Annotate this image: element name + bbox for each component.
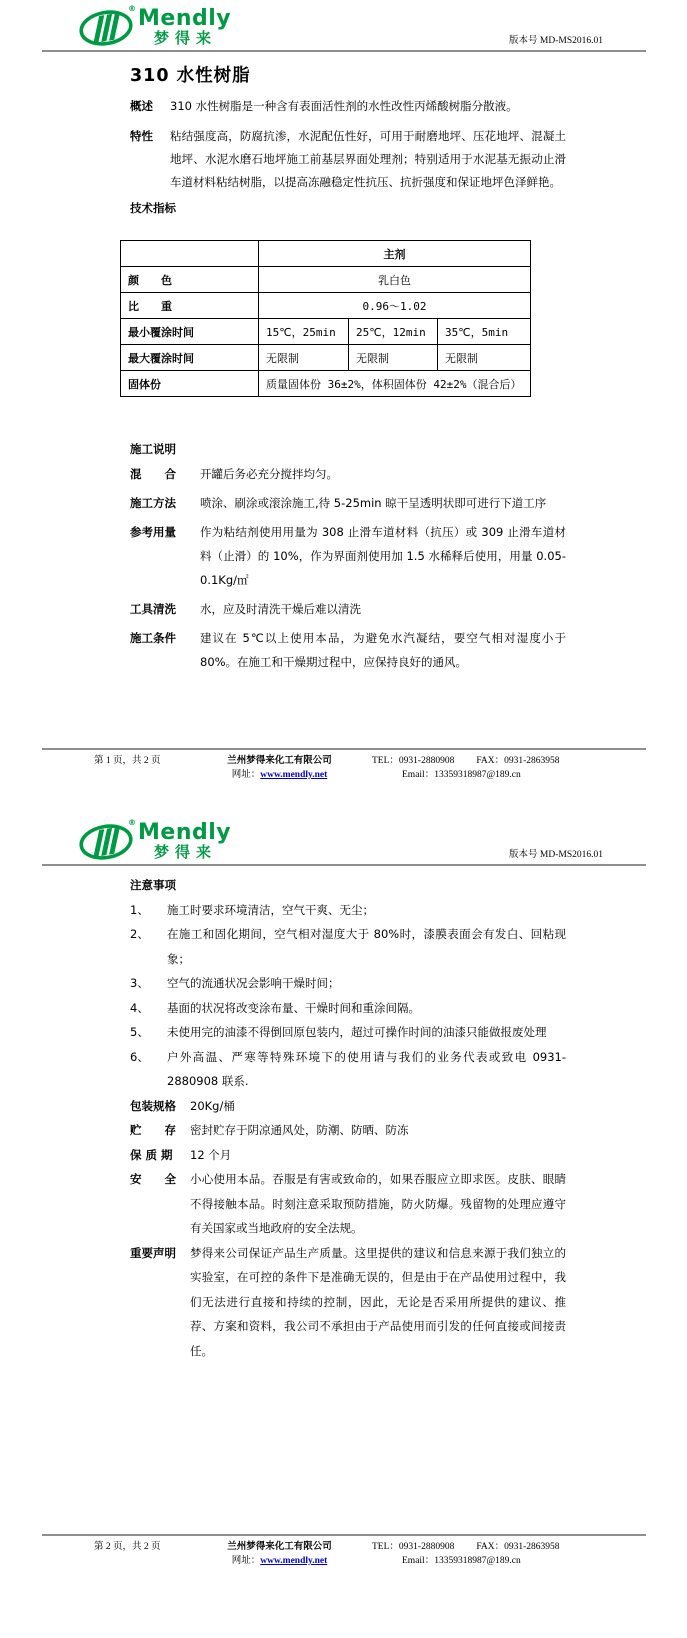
row-max-recoat-v2: 无限制 bbox=[349, 345, 438, 371]
note-number: 6、 bbox=[130, 1049, 149, 1064]
page-number: 第 2 页，共 2 页 bbox=[94, 1542, 161, 1552]
page-1 bbox=[0, 0, 687, 798]
mendly-logo bbox=[78, 820, 231, 862]
row-min-recoat-v1: 15℃，25min bbox=[259, 319, 349, 345]
note-text: 未使用完的油漆不得倒回原包装内，超过可操作时间的油漆只能做报废处理 bbox=[167, 1025, 547, 1039]
page-2 bbox=[0, 798, 687, 1638]
website-line bbox=[187, 1554, 372, 1568]
note-text: 施工时要求环境清洁，空气干爽、无尘； bbox=[167, 902, 374, 917]
version-label: 版本号 MD-MS2016.01 bbox=[509, 850, 603, 860]
row-gravity-label: 比 重 bbox=[121, 293, 259, 319]
website-label: 网址： bbox=[231, 1556, 261, 1566]
website-link[interactable]: www.mendly.net bbox=[260, 1556, 328, 1566]
note-item-4 bbox=[130, 996, 566, 1021]
shelf-life-label: 保 质 期 bbox=[130, 1147, 173, 1162]
website-link[interactable]: www.mendly.net bbox=[260, 770, 328, 780]
shelf-life-row bbox=[130, 1143, 566, 1168]
footer-company-block bbox=[187, 754, 372, 782]
tel-fax-line bbox=[372, 754, 646, 768]
construction-row-dosage bbox=[130, 520, 566, 592]
table-row bbox=[121, 345, 531, 371]
row-min-recoat-label: 最小覆涂时间 bbox=[121, 319, 259, 345]
page1-content bbox=[130, 62, 566, 674]
fax-number: FAX：0931-2863958 bbox=[476, 756, 560, 766]
brand-name-cn: 梦得来 bbox=[154, 29, 218, 47]
features-row bbox=[130, 125, 566, 194]
mixing-text: 开罐后务必充分搅拌均匀。 bbox=[200, 467, 338, 481]
website-line bbox=[187, 768, 372, 782]
disclaimer-label: 重要声明 bbox=[130, 1245, 176, 1260]
note-number: 1、 bbox=[130, 902, 149, 917]
footer-company-block bbox=[187, 1540, 372, 1568]
row-min-recoat-v2: 25℃，12min bbox=[349, 319, 438, 345]
header-rule bbox=[42, 864, 646, 866]
row-solids-label: 固体份 bbox=[121, 371, 259, 397]
footer-rule bbox=[42, 748, 646, 750]
header-rule bbox=[42, 50, 646, 52]
note-number: 5、 bbox=[130, 1025, 149, 1039]
row-gravity-value: 0.96～1.02 bbox=[259, 293, 531, 319]
mendly-logo bbox=[78, 6, 231, 48]
note-number: 4、 bbox=[130, 1000, 149, 1015]
safety-row bbox=[130, 1167, 566, 1241]
tel-number: TEL：0931-2880908 bbox=[372, 1542, 455, 1552]
brand-name: Mendly bbox=[138, 6, 232, 31]
mixing-label: 混 合 bbox=[130, 467, 176, 481]
table-row bbox=[121, 241, 531, 267]
version-label: 版本号 MD-MS2016.01 bbox=[509, 36, 603, 46]
page2-footer bbox=[42, 1534, 646, 1568]
mendly-logo-icon bbox=[78, 6, 134, 48]
row-color-value: 乳白色 bbox=[259, 267, 531, 293]
tel-number: TEL：0931-2880908 bbox=[372, 756, 455, 766]
page1-header bbox=[0, 0, 687, 50]
row-max-recoat-v3: 无限制 bbox=[438, 345, 531, 371]
storage-text: 密封贮存于阴凉通风处，防潮、防晒、防冻 bbox=[190, 1123, 409, 1137]
packaging-label: 包装规格 bbox=[130, 1098, 176, 1113]
shelf-life-text: 12 个月 bbox=[190, 1147, 232, 1162]
construction-row-mixing bbox=[130, 462, 566, 486]
note-item-2 bbox=[130, 922, 566, 971]
brand-name-cn: 梦得来 bbox=[154, 843, 218, 861]
overview-row bbox=[130, 95, 566, 118]
features-label: 特性 bbox=[130, 129, 153, 143]
footer-rule bbox=[42, 1534, 646, 1536]
row-min-recoat-v3: 35℃，5min bbox=[438, 319, 531, 345]
page1-footer bbox=[42, 748, 646, 782]
note-item-1 bbox=[130, 898, 566, 923]
email-line: Email：13359318987@189.cn bbox=[402, 770, 521, 780]
footer-body bbox=[42, 1540, 646, 1568]
page-number: 第 1 页，共 2 页 bbox=[94, 756, 161, 766]
registered-mark: ® bbox=[128, 4, 136, 13]
note-text: 户外高温、严寒等特殊环境下的使用请与我们的业务代表或致电 0931-2880908 联系. bbox=[167, 1049, 566, 1088]
row-max-recoat-label: 最大覆涂时间 bbox=[121, 345, 259, 371]
packaging-text: 20Kg/桶 bbox=[190, 1098, 235, 1113]
page2-header bbox=[0, 798, 687, 864]
fax-number: FAX：0931-2863958 bbox=[476, 1542, 560, 1552]
footer-body bbox=[42, 754, 646, 782]
features-text: 粘结强度高，防腐抗渗，水泥配伍性好，可用于耐磨地坪、压花地坪、混凝土地坪、水泥水磨石地坪施工前基层界面处理剂；特别适用于水泥基无振动止滑车道材料粘结树脂，以提高冻融稳定性抗压、抗折强度和保证地坪色泽鲜艳。 bbox=[170, 129, 566, 189]
logo-text bbox=[138, 822, 231, 860]
page-title: 310 水性树脂 bbox=[130, 66, 251, 86]
packaging-row bbox=[130, 1094, 566, 1119]
footer-contact-block bbox=[372, 1540, 646, 1568]
note-text: 空气的流通状况会影响干燥时间； bbox=[167, 976, 340, 990]
note-item-3 bbox=[130, 971, 566, 996]
overview-text: 310 水性树脂是一种含有表面活性剂的水性改性丙烯酸树脂分散液。 bbox=[170, 99, 518, 113]
disclaimer-text: 梦得来公司保证产品生产质量。这里提供的建议和信息来源于我们独立的实验室，在可控的条件下是准确无误的，但是由于在产品使用过程中，我们无法进行直接和持续的控制，因此，无论是否采用所提供的建议、推荐、方案和资料，我公司不承担由于产品使用而引发的任何直接或间接责任。 bbox=[190, 1245, 566, 1358]
page2-content bbox=[130, 873, 566, 1363]
notes-heading: 注意事项 bbox=[130, 878, 176, 892]
construction-row-cleaning bbox=[130, 597, 566, 621]
safety-text: 小心使用本品。吞服是有害或致命的，如果吞服应立即求医。皮肤、眼睛不得接触本品。时刻注意采取预防措施，防火防爆。残留物的处理应遵守有关国家或当地政府的安全法规。 bbox=[190, 1172, 566, 1235]
tech-heading: 技术指标 bbox=[130, 201, 176, 215]
construction-row-method bbox=[130, 491, 566, 515]
registered-mark: ® bbox=[128, 818, 136, 827]
dosage-label: 参考用量 bbox=[130, 525, 176, 539]
note-number: 2、 bbox=[130, 927, 149, 941]
note-text: 在施工和固化期间，空气相对湿度大于 80%时，漆膜表面会有发白、回粘现象； bbox=[167, 927, 566, 966]
row-color-label: 颜 色 bbox=[121, 267, 259, 293]
email-line: Email：13359318987@189.cn bbox=[402, 1556, 521, 1566]
table-row bbox=[121, 319, 531, 345]
construction-row-conditions bbox=[130, 626, 566, 674]
table-row bbox=[121, 293, 531, 319]
table-header-main: 主剂 bbox=[259, 241, 531, 267]
overview-label: 概述 bbox=[130, 99, 153, 113]
company-name: 兰州梦得来化工有限公司 bbox=[227, 1542, 332, 1552]
tech-spec-table bbox=[120, 240, 531, 397]
note-number: 3、 bbox=[130, 976, 149, 990]
method-text: 喷涂、刷涂或滚涂施工,待 5-25min 晾干呈透明状即可进行下道工序 bbox=[200, 496, 547, 510]
cleaning-label: 工具清洗 bbox=[130, 602, 176, 616]
table-row bbox=[121, 267, 531, 293]
website-label: 网址： bbox=[231, 770, 261, 780]
row-max-recoat-v1: 无限制 bbox=[259, 345, 349, 371]
construction-heading: 施工说明 bbox=[130, 442, 176, 456]
dosage-text: 作为粘结剂使用用量为 308 止滑车道材料（抗压）或 309 止滑车道材料（止滑）的 10%，作为界面剂使用加 1.5 水稀释后使用，用量 0.05-0.1Kg/㎡ bbox=[200, 525, 566, 587]
conditions-label: 施工条件 bbox=[130, 631, 176, 645]
note-item-5 bbox=[130, 1020, 566, 1045]
tel-fax-line bbox=[372, 1540, 646, 1554]
footer-contact-block bbox=[372, 754, 646, 782]
safety-label: 安 全 bbox=[130, 1172, 176, 1186]
brand-name: Mendly bbox=[138, 820, 232, 845]
cleaning-text: 水，应及时清洗干燥后难以清洗 bbox=[200, 602, 361, 616]
table-row bbox=[121, 371, 531, 397]
mendly-logo-icon bbox=[78, 820, 134, 862]
logo-text bbox=[138, 8, 231, 46]
note-text: 基面的状况将改变涂布量、干燥时间和重涂间隔。 bbox=[167, 1000, 420, 1015]
disclaimer-row bbox=[130, 1241, 566, 1364]
conditions-text: 建议在 5℃以上使用本品，为避免水汽凝结，要空气相对湿度小于 80%。在施工和干燥期过程中，应保持良好的通风。 bbox=[200, 631, 566, 669]
table-cell-empty bbox=[121, 241, 259, 267]
row-solids-value: 质量固体份 36±2%，体积固体份 42±2%（混合后） bbox=[259, 371, 531, 397]
note-item-6 bbox=[130, 1045, 566, 1094]
storage-row bbox=[130, 1118, 566, 1143]
method-label: 施工方法 bbox=[130, 496, 176, 510]
company-name: 兰州梦得来化工有限公司 bbox=[227, 756, 332, 766]
storage-label: 贮 存 bbox=[130, 1123, 176, 1137]
